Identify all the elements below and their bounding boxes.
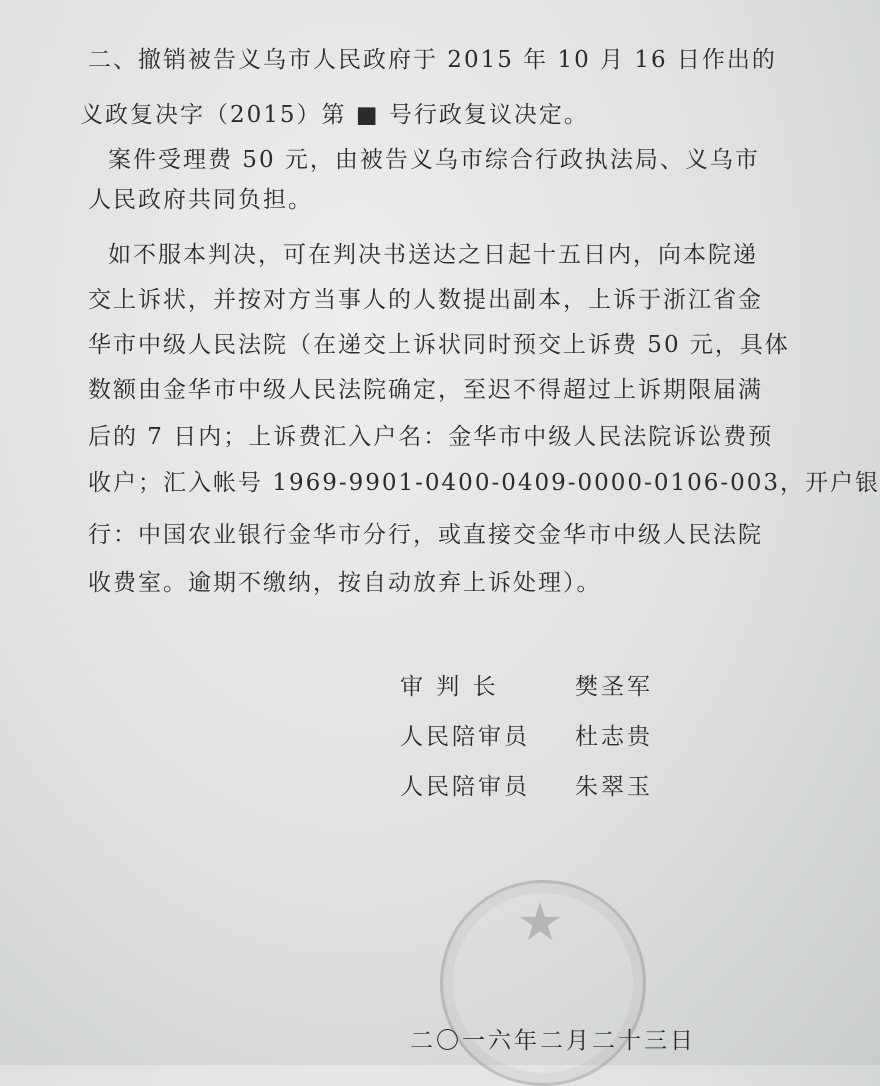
signature-title: 审 判 长 — [400, 674, 499, 700]
paragraph-appeal-line6: 收户；汇入帐号 1969-9901-0400-0409-0000-0106-003，开户银 — [88, 470, 880, 496]
paragraph-appeal-line1: 如不服本判决，可在判决书送达之日起十五日内，向本院递 — [108, 242, 758, 268]
signature-name: 杜志贵 — [575, 724, 653, 750]
paragraph-appeal-line7: 行：中国农业银行金华市分行，或直接交金华市中级人民法院 — [88, 522, 763, 548]
judgment-date: 二〇一六年二月二十三日 — [410, 1028, 696, 1054]
paragraph-appeal-line4: 数额由金华市中级人民法院确定，至迟不得超过上诉期限届满 — [88, 377, 763, 403]
paragraph-item2-line1: 二、撤销被告义乌市人民政府于 2015 年 10 月 16 日作出的 — [88, 47, 777, 73]
paragraph-item2-line2: 义政复决字（2015）第 ■ 号行政复议决定。 — [80, 102, 589, 128]
paragraph-appeal-line5: 后的 7 日内；上诉费汇入户名：金华市中级人民法院诉讼费预 — [88, 424, 774, 450]
paragraph-fee-line1: 案件受理费 50 元，由被告义乌市综合行政执法局、义乌市 — [108, 147, 760, 173]
signature-name: 樊圣军 — [575, 674, 653, 700]
seal-emblem-icon: ★ — [516, 893, 564, 953]
paragraph-appeal-line8: 收费室。逾期不缴纳，按自动放弃上诉处理）。 — [88, 570, 602, 596]
signature-title: 人民陪审员 — [400, 774, 530, 800]
paragraph-fee-line2: 人民政府共同负担。 — [88, 187, 313, 213]
signature-name: 朱翠玉 — [575, 774, 653, 800]
paragraph-appeal-line2: 交上诉状，并按对方当事人的人数提出副本，上诉于浙江省金 — [88, 287, 763, 313]
paragraph-appeal-line3: 华市中级人民法院（在递交上诉状同时预交上诉费 50 元，具体 — [88, 332, 790, 358]
signature-title: 人民陪审员 — [400, 724, 530, 750]
